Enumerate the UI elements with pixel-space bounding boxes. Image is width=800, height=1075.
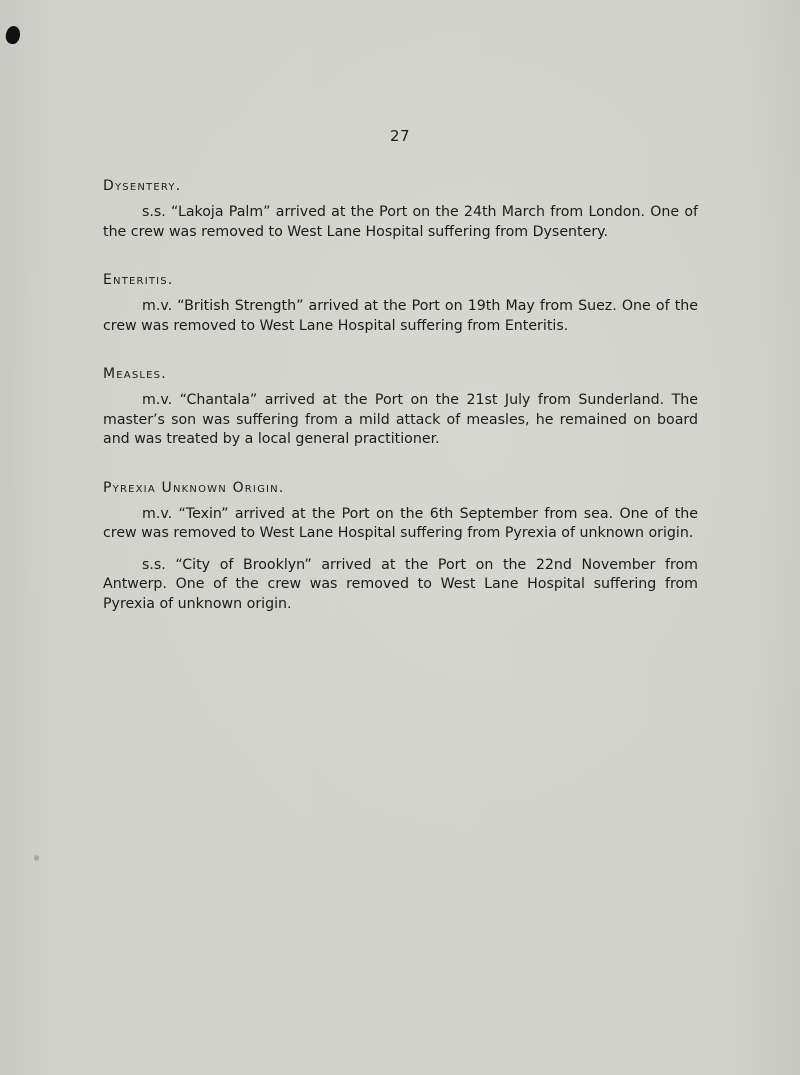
section-paragraph: s.s. “Lakoja Palm” arrived at the Port on the 24th March from London. One of the crew was removed to West Lane Hospital suffering from Dysentery. (103, 204, 698, 240)
section-pyrexia (103, 478, 698, 615)
ink-blot (4, 24, 22, 45)
section-paragraph: m.v. “Chantala” arrived at the Port on the 21st July from Sunderland. The master’s son was suffering from a mild attack of measles, he remained on board and was treated by a local general practitioner. (103, 392, 698, 447)
section-heading: Pyrexia Unknown Origin. (103, 479, 285, 496)
section-paragraph: m.v. “British Strength” arrived at the Port on 19th May from Suez. One of the crew was removed to West Lane Hospital suffering from Enteritis. (103, 298, 698, 334)
section-measles (103, 364, 698, 450)
section-heading: Enteritis. (103, 272, 174, 288)
paper-speck (34, 855, 39, 861)
section-dysentery (103, 176, 698, 242)
section-paragraph: m.v. “Texin” arrived at the Port on the 6th September from sea. One of the crew was removed to West Lane Hospital suffering from Pyrexia of unknown origin. (103, 505, 698, 541)
section-heading: Dysentery. (103, 178, 182, 194)
section-paragraph: s.s. “City of Brooklyn” arrived at the Port on the 22nd November from Antwerp. One of the crew was removed to West Lane Hospital suffering from Pyrexia of unknown origin. (103, 556, 698, 612)
section-enteritis (103, 270, 698, 336)
document-body (103, 176, 698, 642)
section-heading: Measles. (103, 366, 167, 382)
page-number: 27 (389, 127, 411, 145)
